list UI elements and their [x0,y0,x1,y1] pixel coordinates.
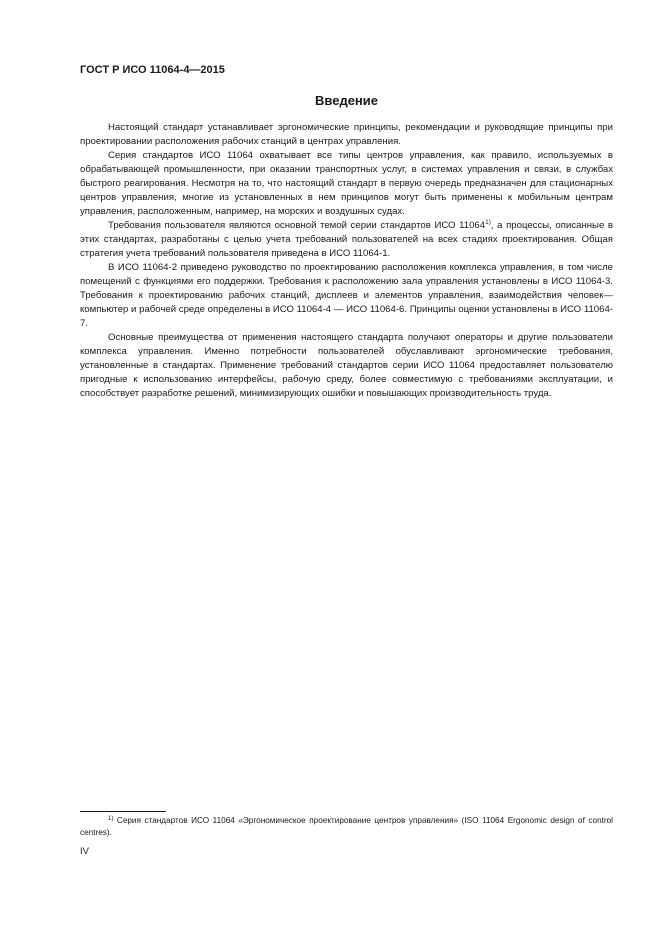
paragraph-5: Основные преимущества от применения настоящего стандарта получают операторы и другие пользователи комплекса управления. Именно потребности пользователей обуславливают эргономические требования, установленные в стандартах. Применение требований стандартов серии ИСО 11064 предоставляет пользователю пригодные к использованию интерфейсы, рабочую среду, более совместимую с требованиями эксплуатации, и способствует разработке решений, минимизирующих ошибки и повышающих производительность труда. [80,332,613,399]
section-title: Введение [315,93,378,108]
paragraph-4: В ИСО 11064-2 приведено руководство по проектированию расположения комплекса управления, в том числе помещений с функциями его поддержки. Требования к расположению зала управления установлены в ИСО 11064-3. Требования к проектированию рабочих станций, дисплеев и элементов управления, взаимодействия человек—компьютер и рабочей среде определены в ИСО 11064-4 — ИСО 11064-6. Принципы оценки установлены в ИСО 11064-7. [80,262,613,329]
introduction-body [80,121,613,401]
footnote-text: Серия стандартов ИСО 11064 «Эргономическое проектирование центров управления» (ISO 11064 Ergonomic design of control centres). [80,816,614,837]
paragraph-3 [80,219,613,261]
footnote [80,815,613,839]
footnote-marker: 1) [108,816,114,822]
paragraph-3-before: Требования пользователя являются основной темой серии стандартов ИСО 11064 [108,220,486,231]
document-code-header: ГОСТ Р ИСО 11064-4—2015 [80,64,225,76]
footnote-reference[interactable]: 1) [485,219,491,226]
paragraph-3-after: , а процессы, описанные в этих стандартах, разработаны с целью учета требований пользователей на всех стадиях проектирования. Общая стратегия учета требований пользователя приведена в ИСО 11064-1. [80,220,613,259]
page-number: IV [80,846,89,857]
paragraph-2: Серия стандартов ИСО 11064 охватывает все типы центров управления, как правило, используемых в обрабатывающей промышленности, при оказании транспортных услуг, в системах управления и связи, в службах быстрого реагирования. Несмотря на то, что настоящий стандарт в первую очередь предназначен для стационарных центров управления, многие из установленных в нем принципов могут быть применены к мобильным центрам управления, расположенным, например, на морских и воздушных судах. [80,150,613,217]
footnote-separator [80,811,166,812]
paragraph-1: Настоящий стандарт устанавливает эргономические принципы, рекомендации и руководящие принципы при проектировании расположения рабочих станций в центрах управления. [80,122,613,147]
